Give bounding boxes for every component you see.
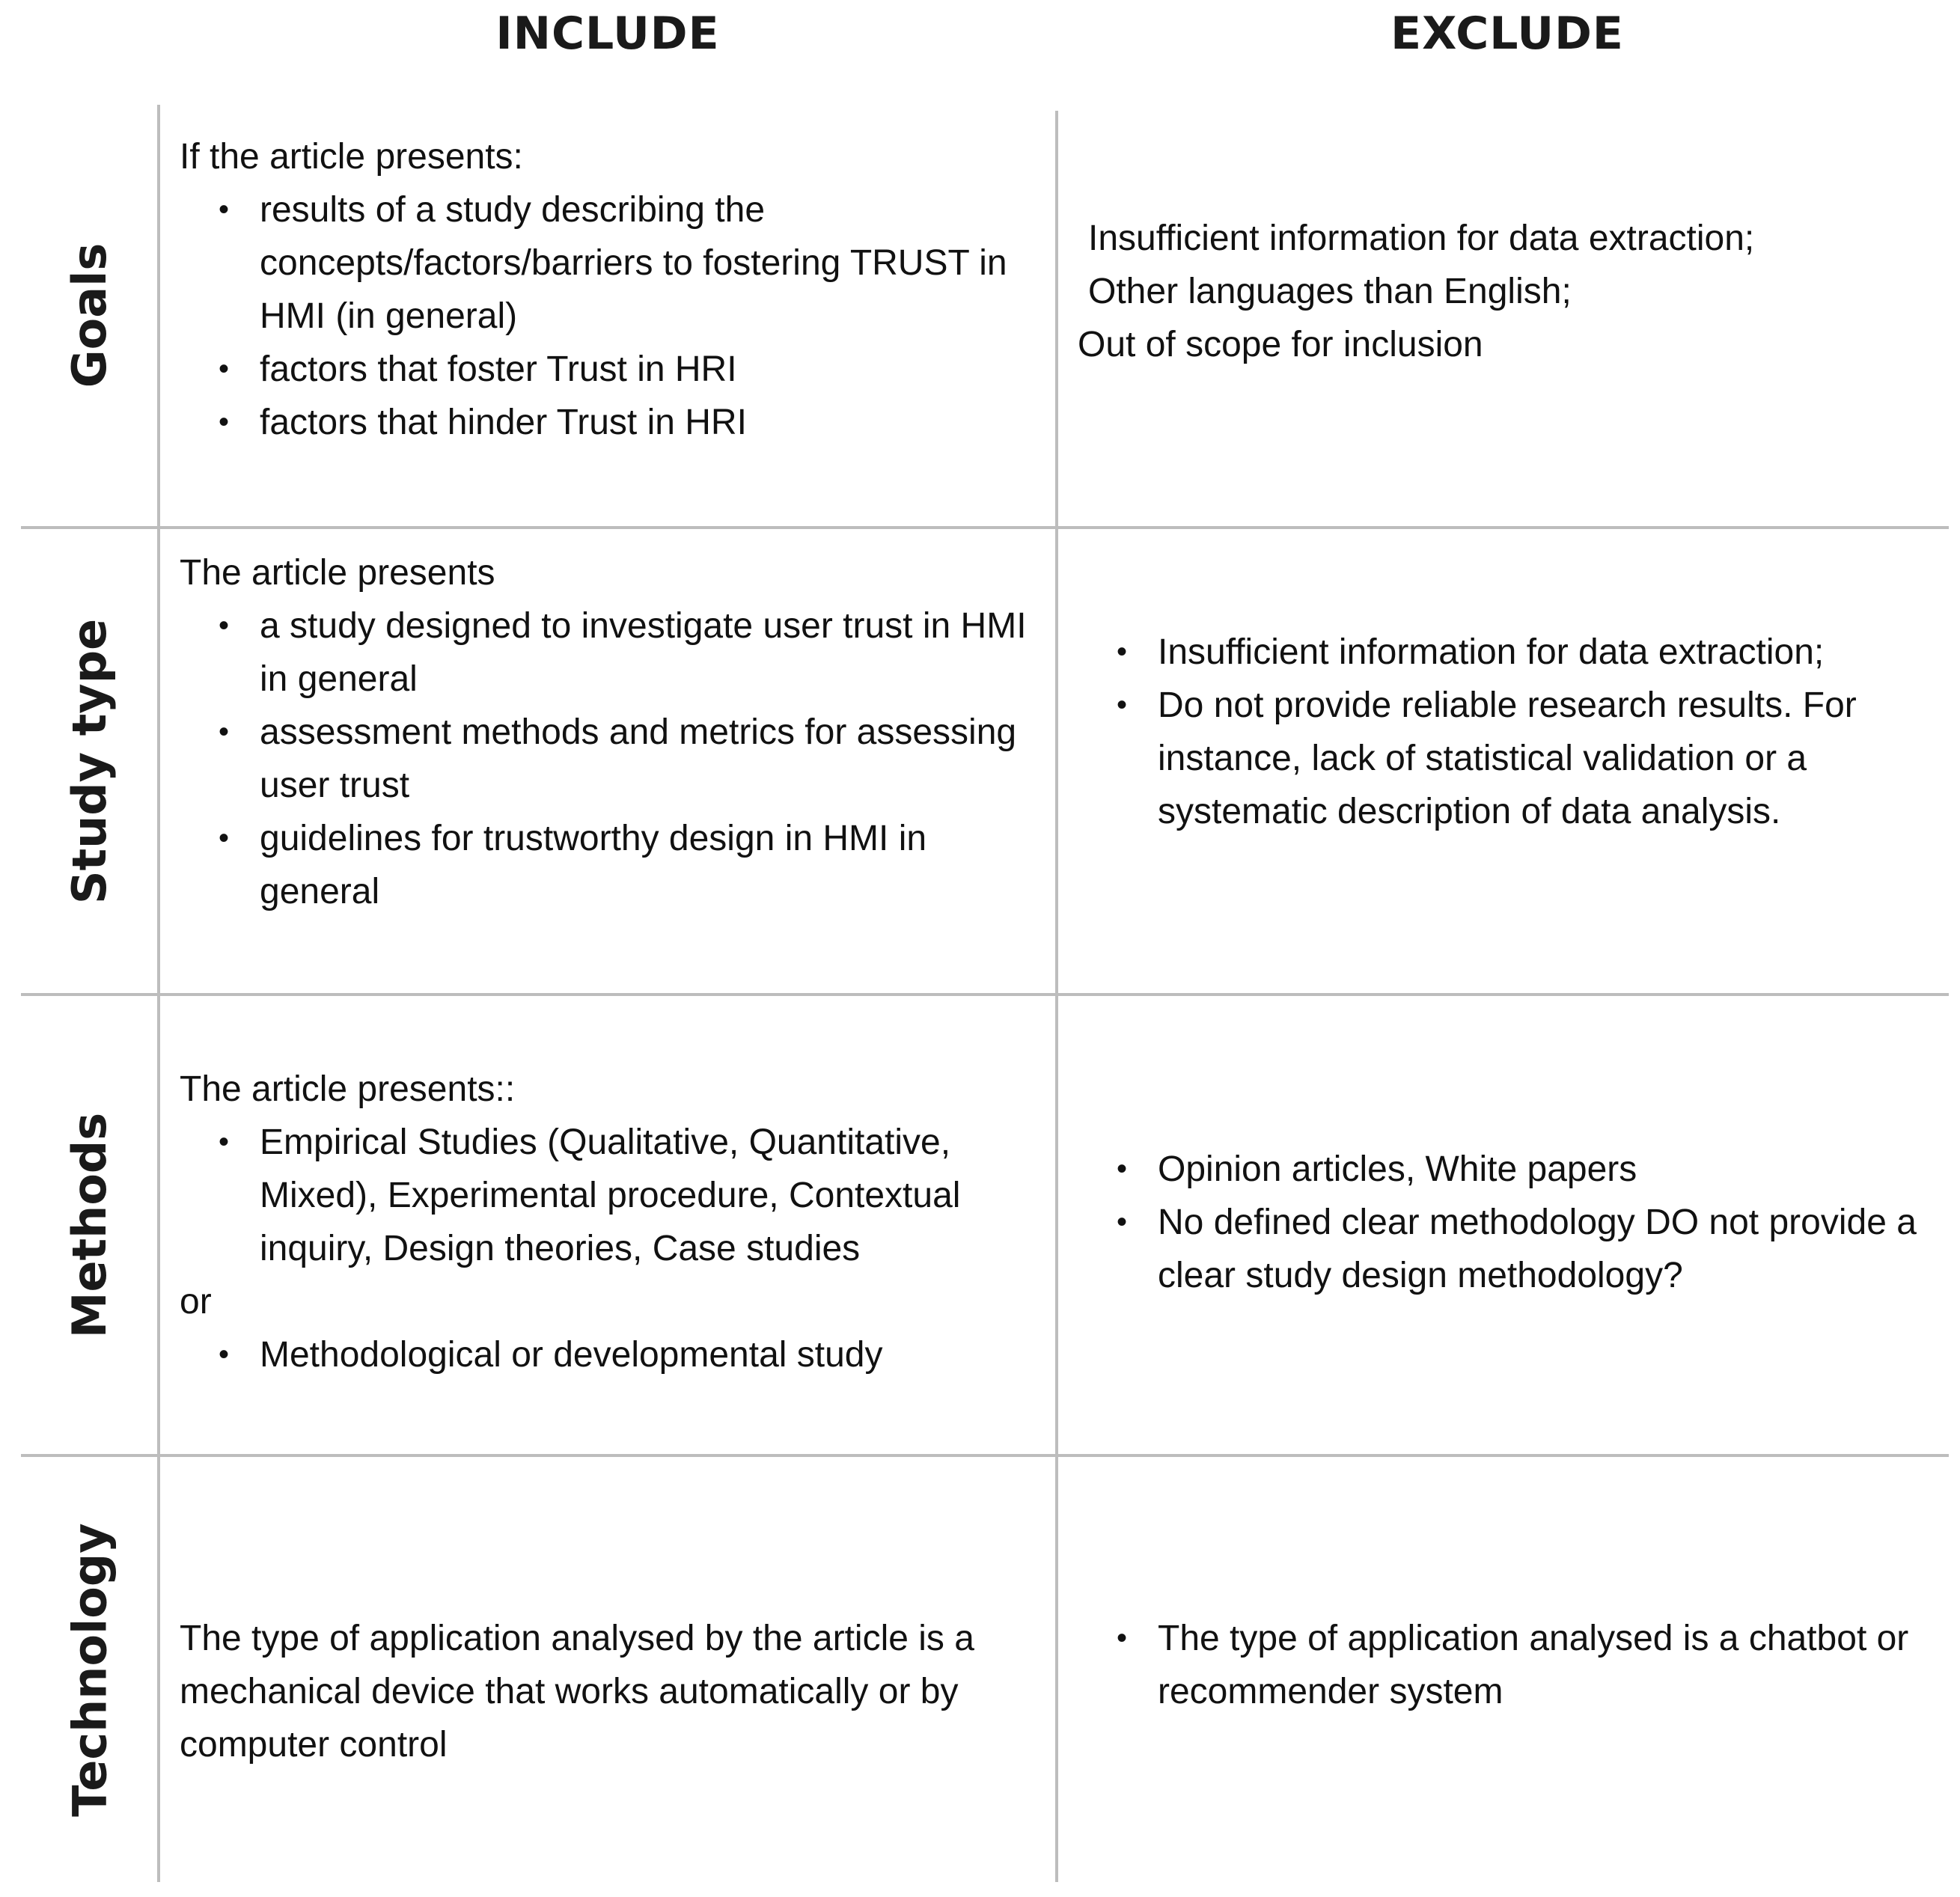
list-item: • results of a study describing the concepts/factors/barriers to fostering TRUST in HMI (in general) (219, 190, 1007, 336)
row-label-technology (21, 1457, 159, 1882)
list-item: • No defined clear methodology DO not provide a clear study design methodology? (1117, 1203, 1917, 1295)
methods-exclude-cell (1078, 1143, 1946, 1315)
study-type-exclude-cell (1078, 626, 1946, 850)
list-item: • assessment methods and metrics for assessing user trust (219, 712, 1017, 805)
goals-include-cell (180, 130, 1040, 448)
methods-include-list (180, 1116, 1040, 1275)
study-type-include-list (180, 599, 1040, 918)
row-label-goals (21, 105, 159, 526)
goals-exclude-line: Other languages than English; (1088, 272, 1572, 311)
technology-include-text: The type of application analysed by the article is a mechanical device that works automatically or by computer control (180, 1619, 974, 1765)
row-label-methods (21, 996, 159, 1454)
list-item: • Empirical Studies (Qualitative, Quantitative, Mixed), Experimental procedure, Contextual inquiry, Design theories, Case studies (219, 1122, 961, 1268)
row-label-goals-text: Goals (62, 242, 117, 388)
study-type-include-intro: The article presents (180, 553, 495, 593)
methods-include-list-2 (180, 1328, 1040, 1381)
include-column-header: INCLUDE (495, 7, 720, 60)
grid-divider-row-2 (21, 993, 1949, 996)
technology-include-cell (180, 1612, 1040, 1777)
row-label-methods-text: Methods (62, 1112, 117, 1338)
methods-include-cell (180, 1063, 1040, 1392)
grid-divider-row-3 (21, 1454, 1949, 1457)
goals-exclude-line: Insufficient information for data extraction; (1088, 219, 1755, 258)
technology-exclude-cell (1078, 1612, 1946, 1724)
row-label-study-type-text: Study type (62, 618, 117, 904)
list-item: • Methodological or developmental study (219, 1335, 883, 1375)
grid-divider-row-1 (21, 526, 1949, 529)
methods-exclude-list (1078, 1143, 1946, 1302)
goals-exclude-cell (1078, 212, 1946, 376)
list-item: • Opinion articles, White papers (1117, 1149, 1637, 1189)
list-item: • guidelines for trustworthy design in HMI in general (219, 819, 927, 911)
list-item: • The type of application analysed is a chatbot or recommender system (1117, 1619, 1909, 1711)
methods-include-connector: or (180, 1282, 212, 1322)
list-item: • factors that foster Trust in HRI (219, 349, 737, 389)
goals-exclude-line: Out of scope for inclusion (1078, 325, 1483, 364)
list-item: • Do not provide reliable research results. For instance, lack of statistical validation or a systematic description of data analysis. (1117, 685, 1857, 831)
grid-divider-middle (1055, 111, 1058, 1882)
row-label-study-type (21, 529, 159, 993)
list-item: • a study designed to investigate user trust in HMI in general (219, 606, 1027, 699)
study-type-include-cell (180, 546, 1040, 935)
list-item: • factors that hinder Trust in HRI (219, 403, 747, 442)
row-label-technology-text: Technology (62, 1522, 117, 1817)
technology-exclude-list (1078, 1612, 1946, 1718)
goals-include-list (180, 183, 1040, 449)
goals-include-intro: If the article presents: (180, 137, 523, 177)
study-type-exclude-list (1078, 626, 1946, 838)
exclude-column-header: EXCLUDE (1390, 7, 1624, 60)
methods-include-intro: The article presents:: (180, 1069, 516, 1109)
list-item: • Insufficient information for data extraction; (1117, 632, 1825, 672)
